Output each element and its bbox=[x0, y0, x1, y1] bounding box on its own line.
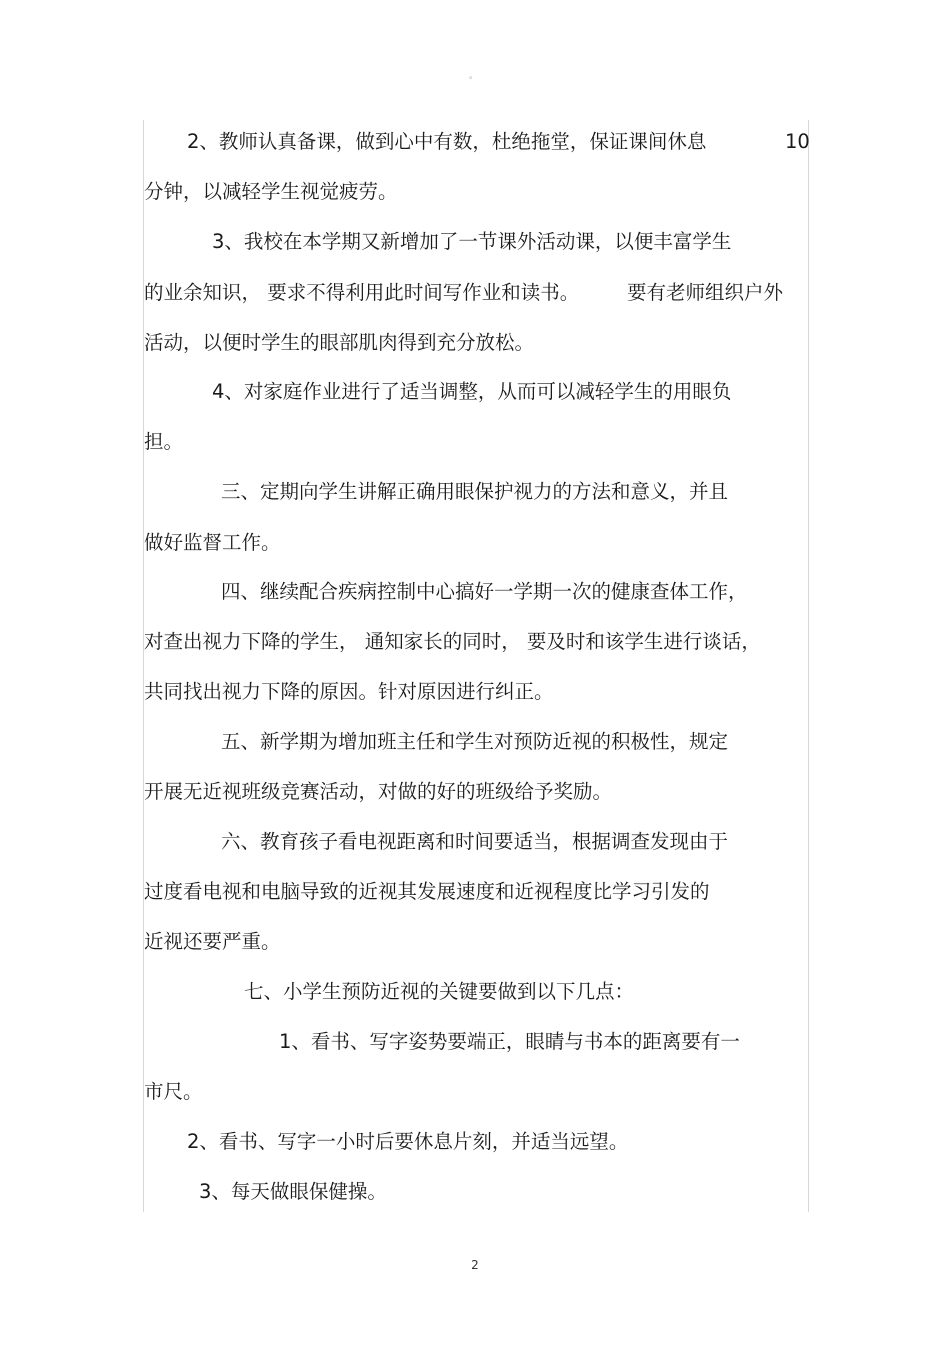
text-line: 4、对家庭作业进行了适当调整，从而可以减轻学生的用眼负 bbox=[212, 380, 732, 403]
text-line: 开展无近视班级竞赛活动，对做的好的班级给予奖励。 bbox=[144, 780, 613, 803]
text-line: 近视还要严重。 bbox=[144, 930, 281, 953]
text-line: 三、定期向学生讲解正确用眼保护视力的方法和意义，并且 bbox=[221, 480, 729, 503]
text-line: 担。 bbox=[144, 430, 184, 453]
text-line: 四、继续配合疾病控制中心搞好一学期一次的健康查体工作， bbox=[221, 580, 748, 603]
page-number: 2 bbox=[471, 1258, 479, 1272]
text-line: 2、看书、写字一小时后要休息片刻，并适当远望。 bbox=[187, 1130, 629, 1153]
text-line: 五、新学期为增加班主任和学生对预防近视的积极性，规定 bbox=[221, 730, 729, 753]
text-line: 六、教育孩子看电视距离和时间要适当，根据调查发现由于 bbox=[221, 830, 729, 853]
text-line: 活动，以便时学生的眼部肌肉得到充分放松。 bbox=[144, 331, 535, 354]
text-line: 分钟，以减轻学生视觉疲劳。 bbox=[144, 180, 398, 203]
text-line: 要有老师组织户外 bbox=[627, 281, 784, 304]
text-line: 共同找出视力下降的原因。针对原因进行纠正。 bbox=[144, 680, 554, 703]
text-line: 3、每天做眼保健操。 bbox=[199, 1180, 387, 1203]
text-line: 3、我校在本学期又新增加了一节课外活动课，以便丰富学生 bbox=[212, 230, 732, 253]
text-line: 10 bbox=[785, 130, 810, 153]
text-line: 市尺。 bbox=[144, 1080, 203, 1103]
text-line: 七、小学生预防近视的关键要做到以下几点： bbox=[244, 980, 635, 1003]
text-line: 1、看书、写字姿势要端正，眼睛与书本的距离要有一 bbox=[279, 1030, 740, 1053]
header-mark: 。 bbox=[469, 71, 479, 81]
text-line: 对查出视力下降的学生， 通知家长的同时， 要及时和该学生进行谈话， bbox=[144, 630, 761, 653]
text-line: 2、教师认真备课，做到心中有数，杜绝拖堂，保证课间休息 bbox=[187, 130, 707, 153]
text-line: 的业余知识， 要求不得利用此时间写作业和读书。 bbox=[144, 281, 580, 304]
text-line: 做好监督工作。 bbox=[144, 531, 281, 554]
text-line: 过度看电视和电脑导致的近视其发展速度和近视程度比学习引发的 bbox=[144, 880, 710, 903]
